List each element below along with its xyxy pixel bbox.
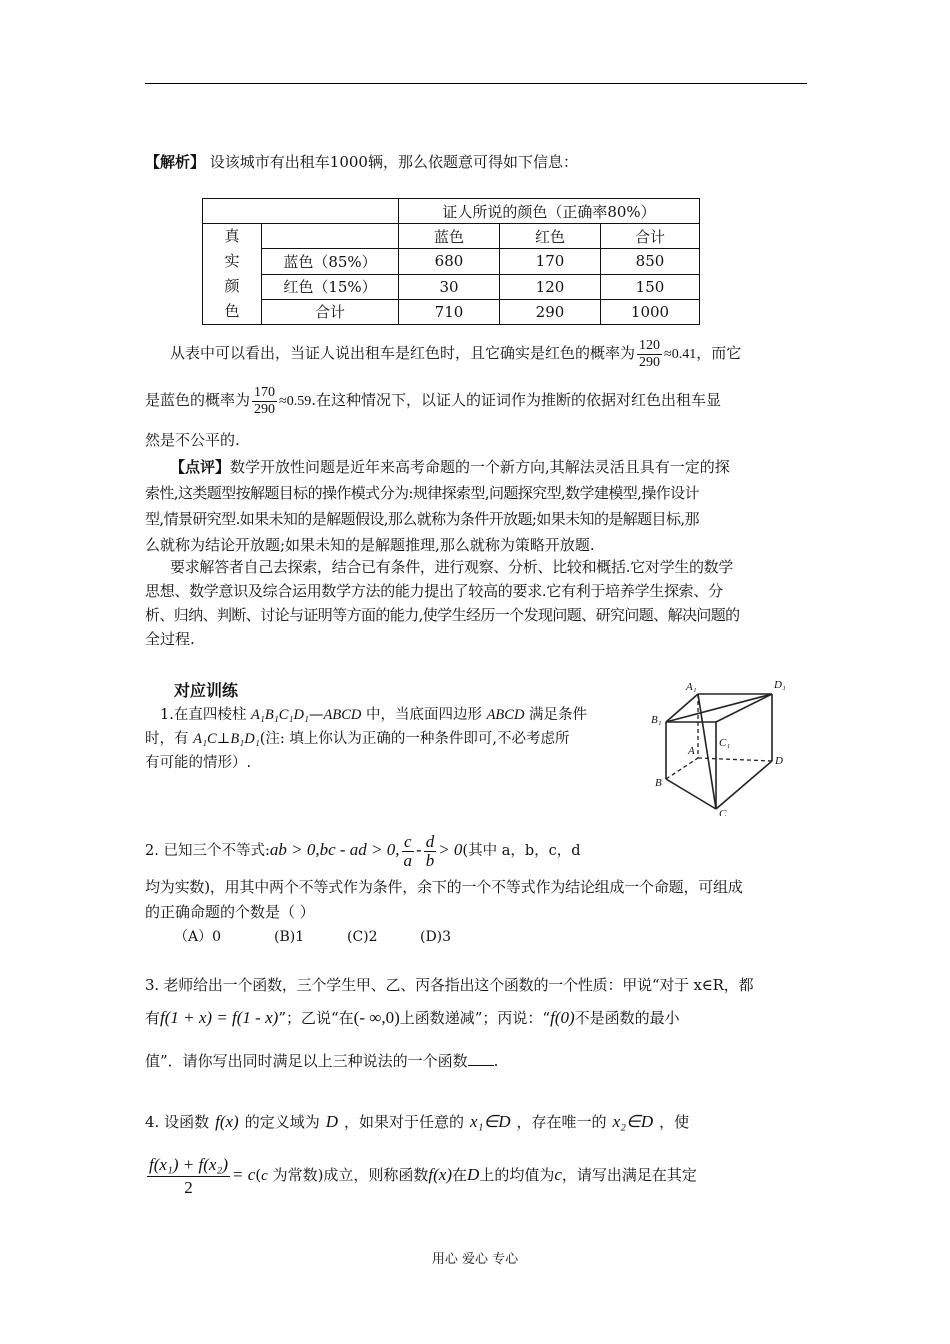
label-A: A [688,745,695,757]
training-title: 对应训练 [174,681,239,700]
option-b: (B)1 [274,929,305,945]
fraction-170-290: $\frac{170}{290}$ [254,384,276,417]
col-header: 合计 [601,224,700,249]
comment-line-1: 【点评】数学开放性问题是近年来高考命题的一个新方向,其解法灵活且具有一定的探 [170,458,730,476]
table-side-label: 真 实 颜 色 [203,224,262,325]
comment-line-8: 全过程. [145,630,195,648]
analysis-intro [145,151,807,173]
label-A1: A₁ [686,681,697,693]
q1-line-3: 有可能的情形）. [145,755,252,771]
table-header-span: 证人所说的颜色（正确率80%） [399,199,700,224]
col-header: 红色 [500,224,601,249]
q3-line-3: 值”．请你写出同时满足以上三种说法的一个函数 . [145,1052,499,1070]
analysis-label: 【解析】 [145,153,206,171]
label-D1: D₁ [774,679,786,691]
q4-line-2: $\frac{\text{f(x₁) + f(x₂)}}{2}$ = c(c 为常数)成立，则称函数f(x)在D上的均值为c，请写出满足在其定 [149,1154,697,1197]
comment-line-4: 么就称为结论开放题;如果未知的是解题推理,那么就称为策略开放题. [145,536,595,554]
color-table [202,198,700,325]
comment-line-7: 析、归纳、判断、讨论与证明等方面的能力,使学生经历一个发现问题、研究问题、解决问题的 [145,606,740,624]
q2-line-2: 均为实数)，用其中两个不等式作为条件，余下的一个不等式作为结论组成一个命题，可组成 [145,878,743,896]
comment-label: 【点评】 [170,458,231,476]
q1-line-1: 1.在直四棱柱 A₁B₁C₁D₁—ABCD 中，当底面四边形 ABCD 满足条件 [160,707,588,723]
table-empty-cell [262,224,399,249]
q3-line-2: 有f(1 + x) = f(1 - x)”；乙说“在(- ∞,0)上函数递减”；丙说：“f(0)不是函数的最小 [145,1008,680,1027]
q1-line-2: 时，有 A₁C⊥B₁D₁(注: 填上你认为正确的一种条件即可,不必考虑所 [145,731,570,747]
q2-options [174,926,836,948]
table-corner [203,199,399,224]
col-header: 蓝色 [399,224,500,249]
analysis-para-3: 然是不公平的. [145,431,240,449]
fraction-c-a: $\frac{c}{a}$ [403,831,413,870]
q2-line-1: 2. 已知三个不等式:ab > 0,bc - ad > 0, $\frac{c}{a}$ - $\frac{d}{b}$ > 0(其中 a，b，c，d [145,831,581,870]
header-rule [145,83,807,84]
label-C: C [719,808,727,816]
comment-line-3: 型,情景研究型.如果未知的是解题假设,那么就称为条件开放题;如果未知的是解题目标,那 [145,510,699,528]
option-a: （A）0 [174,929,222,945]
analysis-para-2: 是蓝色的概率为 $\frac{170}{290}$ ≈0.59.在这种情况下，以证人的证词作为推断的依据对红色出租车显 [145,384,721,417]
label-D: D [775,755,783,767]
page-footer: 用心 爱心 专心 [431,1252,519,1267]
table-row: 红色（15%） 30 120 150 [203,274,700,299]
q3-line-1: 3. 老师给出一个函数，三个学生甲、乙、丙各指出这个函数的一个性质：甲说“对于 x∈R，都 [145,976,754,994]
label-C1: C₁ [719,737,731,749]
label-B1: B₁ [651,714,662,726]
fraction-mean: $\frac{\text{f(x₁) + f(x₂)}}{2}$ [149,1154,228,1197]
table-row: 合计 710 290 1000 [203,299,700,324]
analysis-para-1: 从表中可以看出，当证人说出租车是红色时，且它确实是红色的概率为 $\frac{120}{290}$ ≈0.41，而它 [170,337,742,370]
option-c: (C)2 [347,929,378,945]
q4-line-1: 4. 设函数 f(x) 的定义域为 D ，如果对于任意的 x₁∈D ，存在唯一的 x₂∈D ，使 [145,1112,690,1131]
table-row: 蓝色（85%） 680 170 850 [203,249,700,274]
label-B: B [655,777,662,789]
comment-line-6: 思想、数学意识及综合运用数学方法的能力提出了较高的要求.它有利于培养学生探索、分 [145,582,723,600]
prism-figure [648,676,796,816]
comment-line-2: 索性,这类题型按解题目标的操作模式分为:规律探索型,问题探究型,数学建模型,操作设计 [145,484,699,502]
q2-line-3: 的正确命题的个数是（ ） [145,903,315,921]
comment-line-5: 要求解答者自己去探索，结合已有条件，进行观察、分析、比较和概括.它对学生的数学 [170,558,734,576]
option-d: (D)3 [420,929,452,945]
fraction-d-b: $\frac{d}{b}$ [425,831,435,870]
answer-blank [468,1051,494,1066]
fraction-120-290: $\frac{120}{290}$ [639,337,661,370]
analysis-intro-text: 设该城市有出租车1000辆，那么依题意可得如下信息： [209,153,578,171]
